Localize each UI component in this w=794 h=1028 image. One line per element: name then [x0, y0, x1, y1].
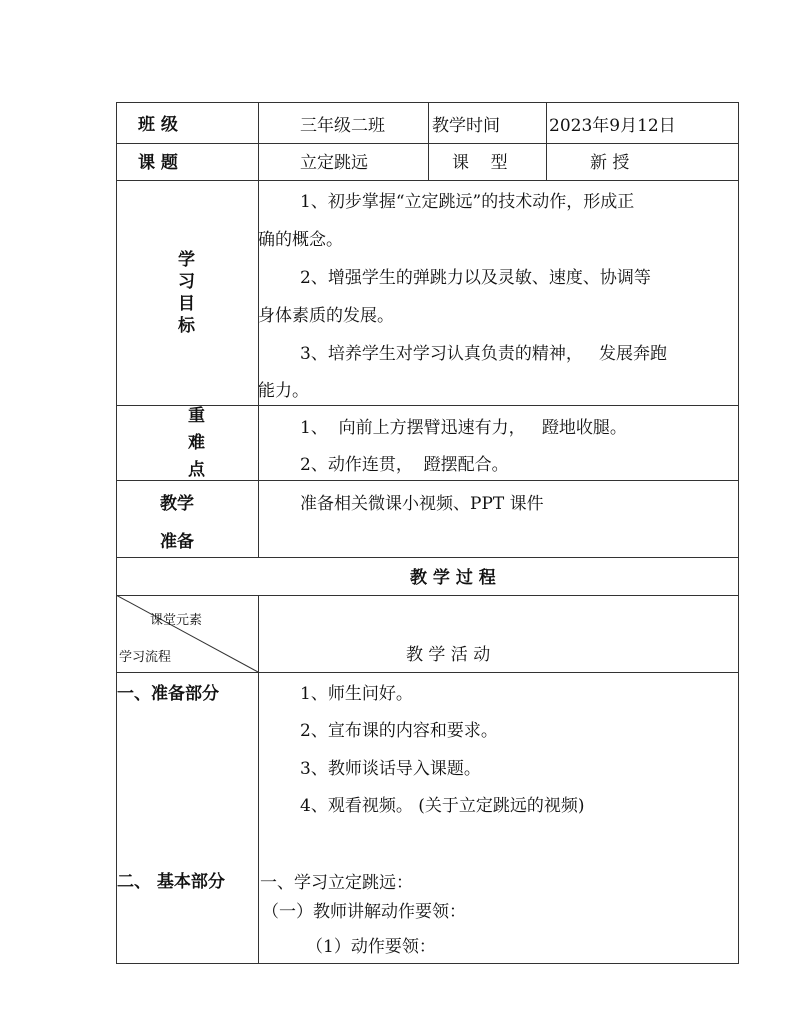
diagonal-top-label: 课堂元素: [150, 613, 203, 628]
class-value: 三年级二班: [300, 116, 385, 136]
preparation-text: 准备相关微课小视频、PPT 课件: [300, 494, 544, 514]
class-label: 班 级: [138, 115, 178, 135]
objective-line: 确的概念。: [258, 230, 343, 250]
objectives-label-char: 目: [178, 294, 195, 314]
key-points-label-char: 点: [188, 460, 205, 480]
objectives-label-char: 习: [178, 272, 195, 292]
key-points-label-char: 重: [188, 406, 205, 426]
basic-item: （一）教师讲解动作要领：: [262, 902, 466, 922]
objective-line: 2、增强学生的弹跳力以及灵敏、速度、协调等: [300, 268, 651, 288]
row-divider: [116, 405, 739, 406]
prep-item: 1、师生问好。: [300, 684, 413, 704]
topic-value: 立定跳远: [300, 153, 368, 173]
row-divider: [116, 557, 739, 558]
prep-part-label: 一、准备部分: [117, 684, 219, 704]
time-value: 2023年9月12日: [549, 116, 676, 136]
key-points-label-char: 难: [188, 433, 205, 453]
objective-line: 能力。: [258, 381, 309, 401]
basic-item: （1）动作要领：: [306, 937, 436, 957]
process-title: 教 学 过 程: [410, 568, 496, 588]
preparation-label: 教学: [160, 494, 194, 514]
lesson-plan-table: [116, 102, 739, 964]
objective-line: 身体素质的发展。: [258, 306, 394, 326]
prep-item: 3、教师谈话导入课题。: [300, 759, 481, 779]
key-point-line: 2、动作连贯， 蹬摆配合。: [300, 455, 509, 475]
basic-part-label: 二、 基本部分: [117, 872, 225, 892]
basic-item: 一、学习立定跳远：: [260, 873, 413, 893]
objectives-label-char: 标: [178, 316, 195, 336]
activity-header: 教 学 活 动: [406, 645, 491, 665]
type-label: 课 型: [452, 153, 508, 173]
row-divider: [116, 180, 739, 181]
preparation-label: 准备: [160, 532, 194, 552]
objectives-label-char: 学: [178, 250, 195, 270]
objective-line: 1、初步掌握“立定跳远”的技术动作，形成正: [300, 192, 635, 212]
time-label: 教学时间: [432, 116, 500, 136]
column-divider: [258, 102, 259, 557]
key-point-line: 1、 向前上方摆臂迅速有力， 蹬地收腿。: [300, 418, 627, 438]
prep-item: 2、宣布课的内容和要求。: [300, 721, 498, 741]
topic-label: 课 题: [138, 153, 178, 173]
column-divider: [546, 102, 547, 180]
type-value: 新 授: [590, 153, 630, 173]
objective-line: 3、培养学生对学习认真负责的精神， 发展奔跑: [300, 344, 668, 364]
row-divider: [116, 480, 739, 481]
column-divider: [428, 102, 429, 180]
diagonal-bottom-label: 学习流程: [119, 650, 172, 665]
prep-item: 4、观看视频。 (关于立定跳远的视频): [300, 796, 585, 816]
